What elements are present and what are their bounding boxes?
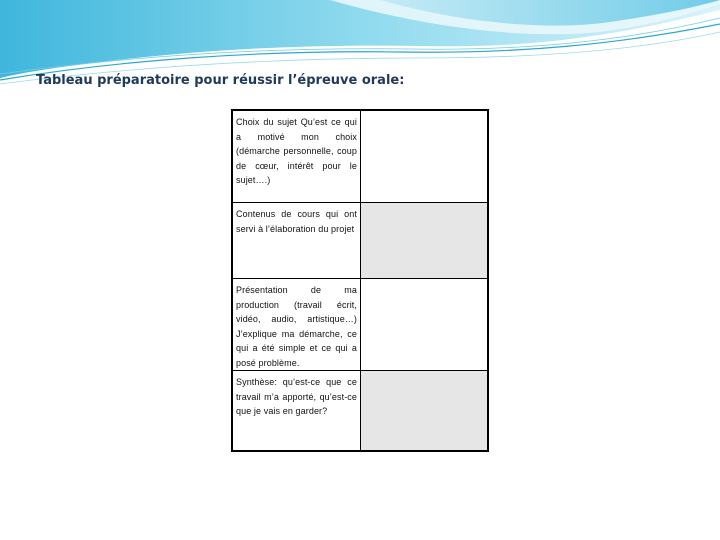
answer-cell[interactable]: [361, 203, 487, 278]
prompt-cell: Présentation de ma production (travail écrit, vidéo, audio, artistique…) J’explique ma démarche, ce qui a été simple et ce qui a posé problème.: [233, 279, 361, 370]
page-title: Tableau préparatoire pour réussir l’épreuve orale:: [36, 73, 405, 88]
prompt-cell: Synthèse: qu’est-ce que ce travail m’a apporté, qu’est-ce que je vais en garder?: [233, 371, 361, 450]
prompt-cell: Contenus de cours qui ont servi à l’élaboration du projet: [233, 203, 361, 278]
answer-cell[interactable]: [361, 371, 487, 450]
table-row: [233, 279, 487, 371]
table-row: [233, 371, 487, 450]
prompt-cell: Choix du sujet Qu’est ce qui a motivé mon choix (démarche personnelle, coup de cœur, intérêt pour le sujet….): [233, 111, 361, 202]
table-row: [233, 111, 487, 203]
table-row: [233, 203, 487, 279]
answer-cell[interactable]: [361, 111, 487, 202]
answer-cell[interactable]: [361, 279, 487, 370]
preparation-table: [231, 109, 489, 452]
